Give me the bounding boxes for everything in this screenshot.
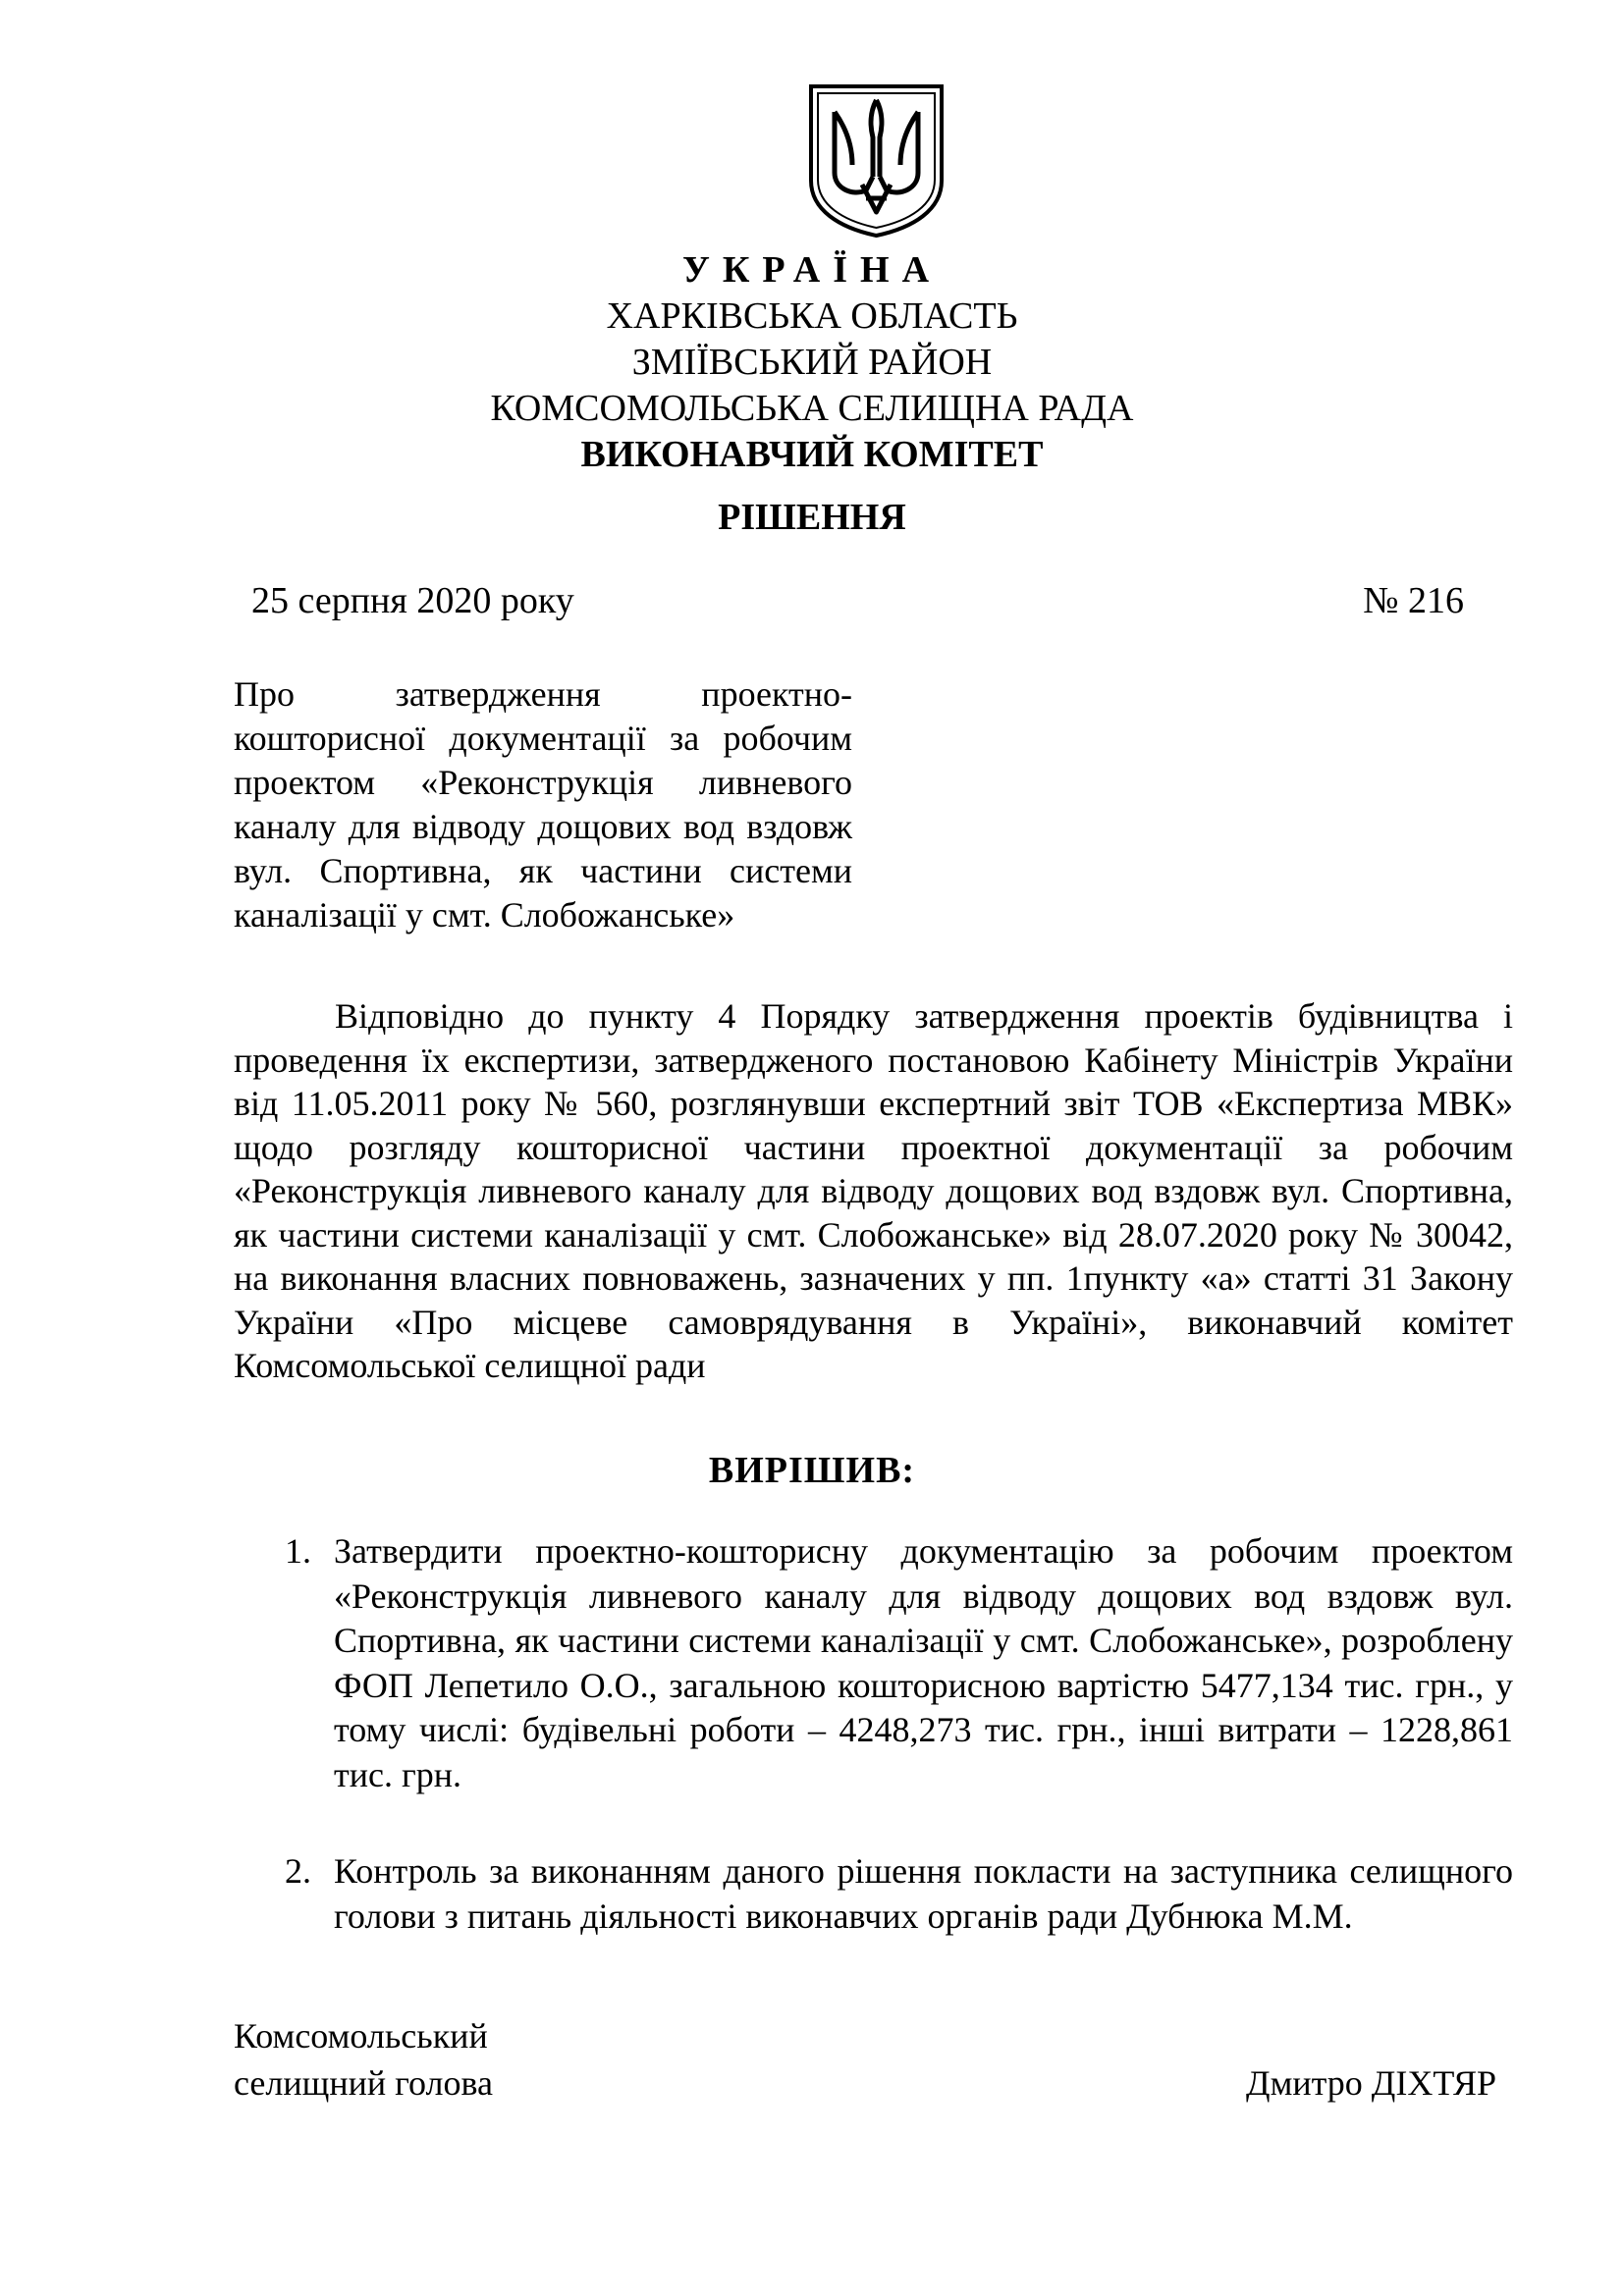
signer-name: Дмитро ДІХТЯР [1246, 2063, 1496, 2103]
trident-coat-of-arms-icon [805, 82, 947, 240]
document-preamble: Відповідно до пункту 4 Порядку затвердження проектів будівництва і проведення їх експертизи, затвердженого постановою Кабінету Міністрів України від 11.05.2011 року № 560, розглянувши експертний звіт ТОВ «Експертиза МВК» щодо розгляду кошторисної частини проектної документації за робочим «Реконструкція ливневого каналу для відводу дощових вод вздовж вул. Спортивна, як частини системи каналізації у смт. Слобожанське» від 28.07.2020 року № 30042, на виконання власних повноважень, зазначених у пп. 1пункту «а» статті 31 Закону України «Про місцеве самоврядування в Україні», виконавчий комітет Комсомольської селищної ради [234, 996, 1513, 1385]
country-title: УКРАЇНА [681, 249, 943, 291]
item-number: 1. [285, 1531, 311, 1571]
signer-position [234, 2012, 493, 2107]
region-title: ХАРКІВСЬКА ОБЛАСТЬ [606, 295, 1018, 337]
item-text: Затвердити проектно-кошторисну документацію за робочим проектом «Реконструкція ливневого каналу для відводу дощових вод вздовж вул. Спортивна, як частини системи каналізації у смт. Слобожанське», розроблену ФОП Лепетило О.О., загальною кошторисною вартістю 5477,134 тис. грн., у тому числі: будівельні роботи – 4248,273 тис. грн., інші витрати – 1228,861 тис. грн. [334, 1531, 1513, 1794]
signer-position-line1: Комсомольський [234, 2016, 488, 2056]
document-header [0, 247, 1624, 478]
document-type: РІШЕННЯ [718, 497, 906, 538]
document-subject: Про затвердження проектно-кошторисної документації за робочим проектом «Реконструкція ливневого каналу для відводу дощових вод вздовж вул. Спортивна, як частини системи каналізації у смт. Слобожанське» [234, 674, 852, 934]
item-text: Контроль за виконанням даного рішення покласти на заступника селищного голови з питань діяльності виконавчих органів ради Дубнюка М.М. [334, 1851, 1513, 1936]
committee-title: ВИКОНАВЧИЙ КОМІТЕТ [580, 434, 1044, 475]
district-title: ЗМІЇВСЬКИЙ РАЙОН [631, 342, 993, 383]
resolved-heading: ВИРІШИВ: [708, 1450, 916, 1491]
resolution-item [285, 1529, 1513, 1797]
document-date: 25 серпня 2020 року [251, 580, 574, 621]
council-title: КОМСОМОЛЬСЬКА СЕЛИЩНА РАДА [490, 388, 1134, 429]
document-number: № 216 [1363, 580, 1464, 621]
resolution-item [285, 1849, 1513, 1939]
item-number: 2. [285, 1851, 311, 1891]
signer-position-line2: селищний голова [234, 2063, 494, 2103]
